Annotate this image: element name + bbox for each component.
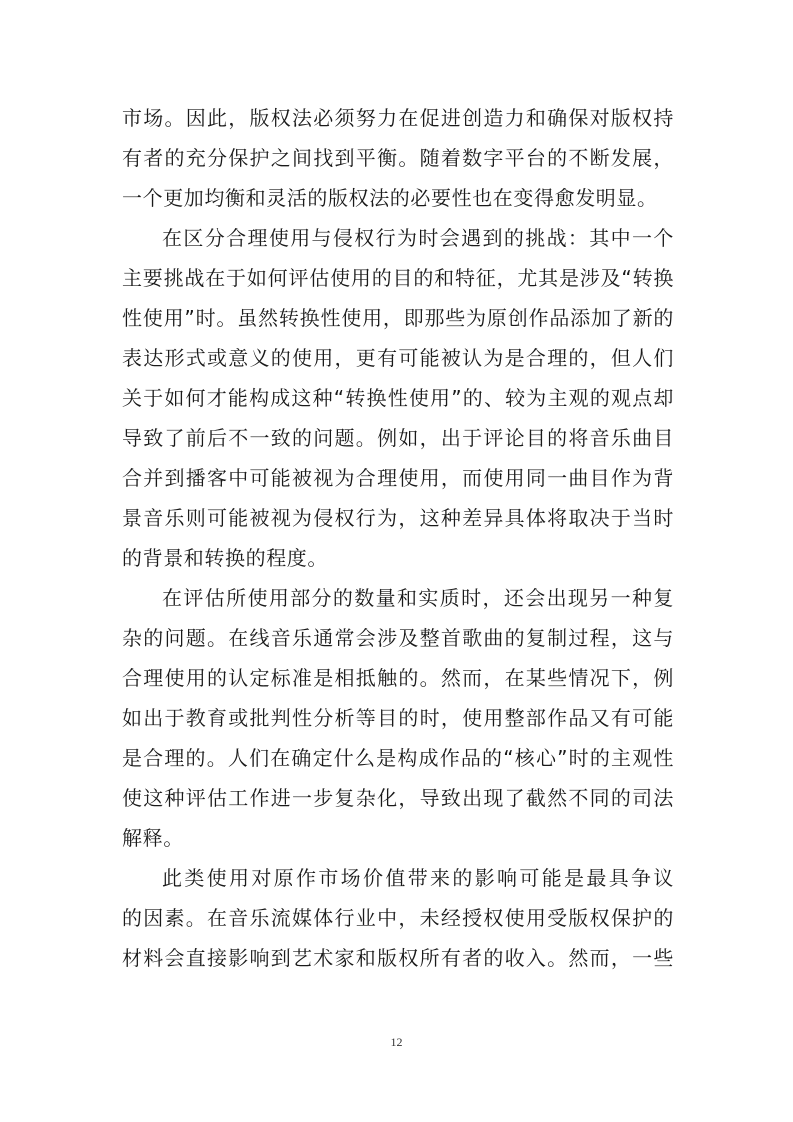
text-line: 关于如何才能构成这种“转换性使用”的、较为主观的观点却: [122, 386, 674, 410]
text-line: 市场。因此，版权法必须努力在促进创造力和确保对版权持: [122, 106, 674, 130]
text-line: 景音乐则可能被视为侵权行为，这种差异具体将取决于当时: [122, 506, 674, 530]
text-line: 性使用”时。虽然转换性使用，即那些为原创作品添加了新的: [122, 306, 674, 330]
text-line: 合并到播客中可能被视为合理使用，而使用同一曲目作为背: [122, 466, 674, 490]
text-line: 使这种评估工作进一步复杂化，导致出现了截然不同的司法: [122, 786, 674, 810]
text-line: 合理使用的认定标准是相抵触的。然而，在某些情况下，例: [122, 666, 674, 690]
paragraph-first-line: 此类使用对原作市场价值带来的影响可能是最具争议: [162, 866, 674, 890]
text-line: 表达形式或意义的使用，更有可能被认为是合理的，但人们: [122, 346, 674, 370]
paragraph-first-line: 在区分合理使用与侵权行为时会遇到的挑战：其中一个: [162, 226, 674, 250]
text-line: 解释。: [122, 826, 184, 850]
text-line: 的背景和转换的程度。: [122, 546, 328, 570]
text-line: 导致了前后不一致的问题。例如，出于评论目的将音乐曲目: [122, 426, 674, 450]
text-line: 是合理的。人们在确定什么是构成作品的“核心”时的主观性: [122, 746, 674, 770]
text-line: 如出于教育或批判性分析等目的时，使用整部作品又有可能: [122, 706, 674, 730]
text-line: 杂的问题。在线音乐通常会涉及整首歌曲的复制过程，这与: [122, 626, 674, 650]
text-line: 的因素。在音乐流媒体行业中，未经授权使用受版权保护的: [122, 906, 674, 930]
text-line: 主要挑战在于如何评估使用的目的和特征，尤其是涉及“转换: [122, 266, 674, 290]
page-number: 12: [390, 1035, 403, 1049]
body-text: [122, 98, 674, 978]
text-line: 有者的充分保护之间找到平衡。随着数字平台的不断发展，: [122, 146, 674, 170]
paragraph-first-line: 在评估所使用部分的数量和实质时，还会出现另一种复: [162, 586, 674, 610]
text-line: 一个更加均衡和灵活的版权法的必要性也在变得愈发明显。: [122, 186, 658, 210]
text-line: 材料会直接影响到艺术家和版权所有者的收入。然而，一些: [122, 946, 674, 970]
